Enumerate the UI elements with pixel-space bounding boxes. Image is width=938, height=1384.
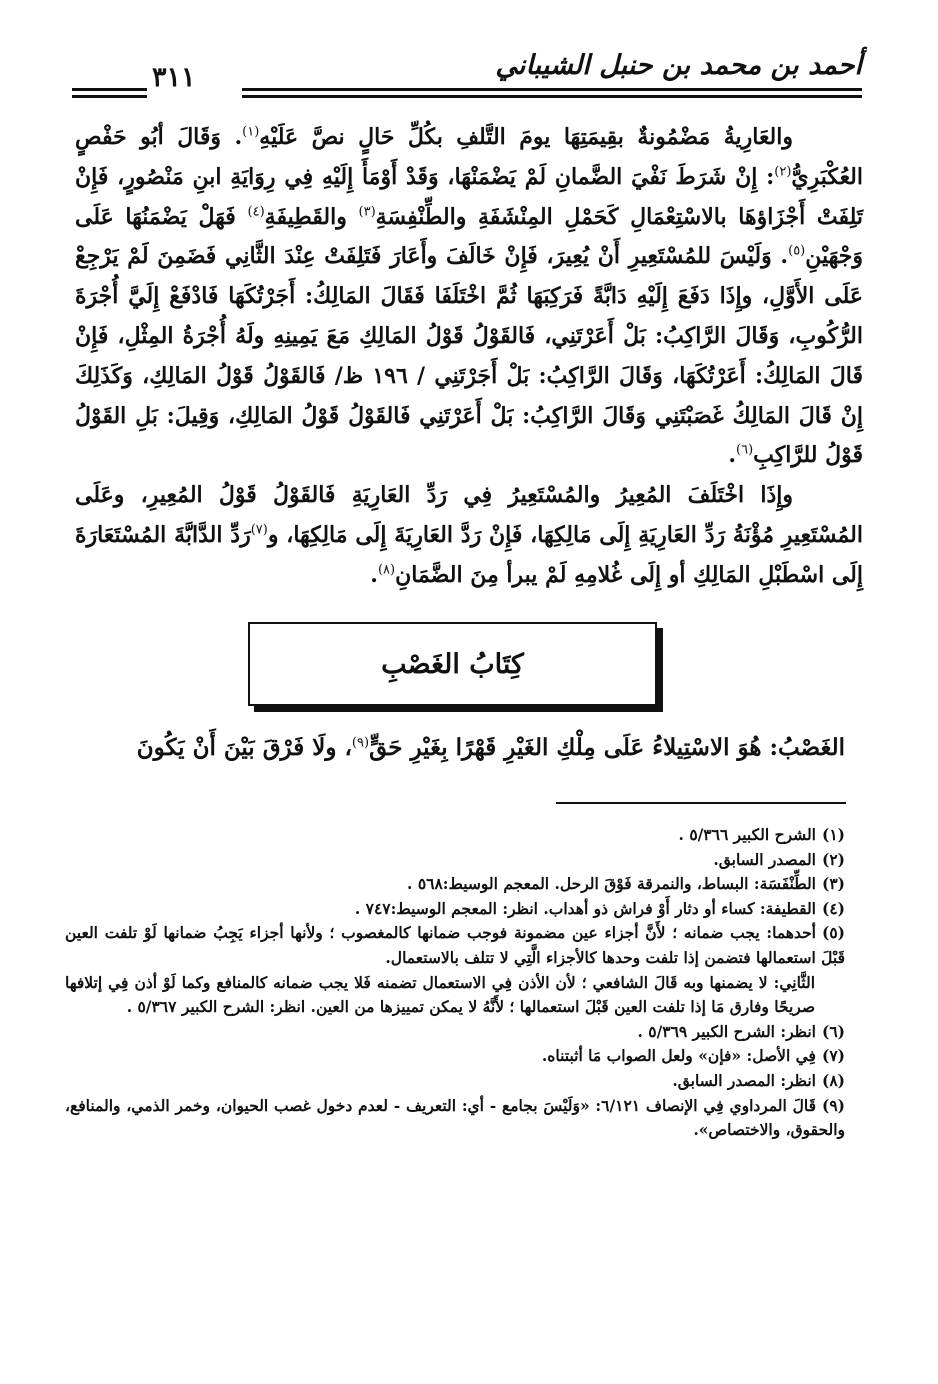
footnote-ref: (١): [242, 124, 260, 140]
text-segment: : إِنْ شَرَطَ نَفْيَ الضَّمانِ لَمْ يَضْمَنْهَا، وَقَدْ أَوْمَأَ إِلَيْهِ فِي رِوَايَةِ ابنِ مَنْصُورٍ، فَإِنْ تَلِفَتْ أَجْزَاؤهَا بالاسْتِعْمَالِ كَحَمْلِ المِنْشَفَةِ والطِّنْفِسَةِ: [75, 163, 863, 230]
footnote-text: الشرح الكبير ٥/٣٦٦ .: [678, 825, 816, 844]
footnote-item: [65, 823, 845, 848]
footnote-number: (٤): [821, 898, 845, 918]
header-rule-left: [72, 88, 147, 98]
definition-line: [75, 728, 845, 768]
footnote-ref: (٧): [250, 522, 268, 538]
footnote-item: [65, 1020, 845, 1045]
paragraph: [75, 476, 863, 595]
page-number: ٣١١: [152, 62, 196, 93]
main-text: [75, 118, 863, 596]
footnote-item: [65, 897, 845, 922]
chapter-heading-box: [248, 622, 657, 706]
text-segment: .: [370, 561, 378, 588]
text-segment: رَدِّ الدَّابَّةَ المُسْتَعَارَةَ إِلَى اسْطَبْلِ المَالِكِ أو إِلَى غُلامِهِ لَمْ يبرأ مِنَ الضَّمَانِ: [75, 521, 863, 588]
footnote-item: [65, 848, 845, 873]
footnote-text: قَالَ المرداوي فِي الإنصاف ٦/١٢١: «وَلَيْسَ بجامع - أي: التعريف - لعدم دخول غصب الحيوان، وخمر الذمي، والمنافع، والحقوق، والاختصاص».: [65, 1095, 845, 1140]
footnote-number: (٥): [821, 923, 845, 943]
text-segment: والعَارِيةُ مَضْمُونةٌ بقِيمَتِهَا يومَ التَّلفِ بكُلِّ حَالٍ نصَّ عَلَيْهِ: [259, 124, 793, 150]
header-rule-right: [242, 88, 862, 98]
footnote-text: الطِّنْفَسَة: البساط، والنمرقة فَوْقَ الرحل. المعجم الوسيط:٥٦٨ .: [407, 874, 816, 894]
footnote-text: القطيفة: كساء أو دثار أَوْ فراش ذو أهداب. انظر: المعجم الوسيط:٧٤٧ .: [354, 898, 816, 918]
page-header: [72, 50, 862, 102]
footnote-item: [65, 1069, 845, 1094]
footnote-text: انظر: الشرح الكبير ٥/٣٦٩ .: [637, 1021, 816, 1041]
footnote-text: فِي الأصل: «فإن» ولعل الصواب مَا أثبتناه.: [541, 1046, 816, 1066]
text-segment: فَهَلْ يَضْمَنُهَا عَلَى وَجْهَيْنِ: [75, 203, 863, 270]
text-segment: . وَقَالَ أبُو حَفْصٍ العُكْبَرِيُّ: [75, 124, 863, 190]
footnote-text: الثَّانِي: لا يضمنها وبه قَالَ الشافعي ؛ لأن الأذن فِي الاستعمال تضمنه فَلا يجب ضمانه كالمنافع وكما لَوْ أذن فِي إتلافها صريحًا وفارق مَا إذا تلفت العين قَبْلَ استعمالها ؛ لأَنَّهُ لا يمكن تمييزها من العين. انظر: الشرح الكبير ٥/٣٦٧ .: [65, 972, 815, 1017]
footnote-ref: (٢): [774, 164, 792, 180]
footnote-ref: (٣): [358, 204, 376, 220]
footnote-ref: (٤): [247, 204, 265, 220]
footnote-continuation: [65, 971, 845, 1020]
footnote-ref: (٨): [377, 562, 396, 578]
footnote-number: (٢): [821, 849, 845, 869]
footnote-number: (٧): [821, 1046, 845, 1066]
footnote-ref: (٥): [788, 244, 806, 260]
footnote-number: (٨): [821, 1070, 845, 1090]
footnote-item: [65, 1044, 845, 1069]
footnote-number: (٣): [821, 874, 845, 894]
text-segment: والقَطِيفَةِ: [264, 203, 359, 230]
footnote-number: (٦): [821, 1021, 845, 1041]
footnote-ref: (٦): [736, 443, 754, 459]
footnote-text: انظر: المصدر السابق.: [672, 1070, 816, 1090]
text-segment: . وَلَيْسَ للمُسْتَعِيرِ أَنْ يُعِيرَ، فَإِنْ خَالَفَ وأَعَارَ فَتَلِفَتْ عِنْدَ الثَّانِي فَضَمِنَ لَمْ يَرْجِعْ عَلَى الأَوَّلِ، وإِذَا دَفَعَ إِلَيْهِ دَابَّةً فَرَكِبَهَا ثُمَّ اخْتَلَفَا فَقَالَ المَالِكُ: أَجَرْتُكَهَا فَادْفَعْ إِلَيَّ أُجْرَةَ الرُّكُوبِ، وَقَالَ الرَّاكِبُ: بَلْ أَعَرْتَنِي، فَالقَوْلُ قَوْلُ المَالِكِ مَعَ يَمِينِهِ ولَهُ أُجْرَةُ المِثْلِ، فَإِنْ قَالَ المَالِكُ: أَعَرْتُكَهَا، وَقَالَ الرَّاكِبُ: بَلْ أَجَرْتَنِي / ١٩٦ ظ/ فَالقَوْلُ قَوْلُ المَالِكِ، وَكَذَلِكَ إِنْ قَالَ المَالِكُ غَصَبْتَنِي وَقَالَ الرَّاكِبُ: بَلْ أَعَرْتَنِي فَالقَوْلُ قَوْلُ المَالِكِ، وَقِيلَ: بَلِ القَوْلُ قَوْلُ للرَّاكِبِ: [75, 243, 863, 469]
footnote-number: (١): [821, 825, 845, 844]
footnote-item: [65, 1094, 845, 1143]
text-segment: وإِذَا اخْتَلَفَ المُعِيرُ والمُسْتَعِيرُ فِي رَدِّ العَارِيَةِ فَالقَوْلُ قَوْلُ المُعِيرِ، وعَلَى المُسْتَعِيرِ مُؤْنَةُ رَدِّ العَارِيَةِ إِلَى مَالِكِهَا، فَإِنْ رَدَّ العَارِيَةَ إِلَى مَالِكِهَا، و: [75, 482, 863, 548]
text-segment: .: [728, 442, 737, 469]
footnote-item: [65, 921, 845, 970]
running-title: أحمد بن محمد بن حنبل الشيباني: [495, 50, 862, 81]
footnote-separator: [556, 802, 846, 804]
text-segment: الغَصْبُ: هُوَ الاسْتِيلاءُ عَلَى مِلْكِ الغَيْرِ قَهْرًا بِغَيْرِ حَقٍّ: [369, 734, 845, 761]
footnotes: [65, 823, 845, 1143]
footnote-number: (٩): [822, 1095, 846, 1115]
paragraph: [75, 118, 863, 476]
text-segment: ، ولَا فَرْقَ بَيْنَ أَنْ يَكُونَ: [136, 734, 352, 761]
footnote-item: [65, 872, 845, 897]
chapter-title: كِتَابُ الغَصْبِ: [381, 648, 524, 680]
footnote-text: أحدهما: يجب ضمانه ؛ لأَنَّ أجزاء عين مضمونة فوجب ضمانها كالمغصوب ؛ ولأنها أجزاء يَجِبُ ضمانها لَوْ تلفت العين قَبْلَ استعمالها فتضمن إذا تلفت وحدها كالأجزاء الَّتِي لا تتلف بالاستعمال.: [65, 923, 845, 967]
footnote-text: المصدر السابق.: [713, 849, 816, 869]
footnote-ref: (٩): [351, 735, 370, 751]
